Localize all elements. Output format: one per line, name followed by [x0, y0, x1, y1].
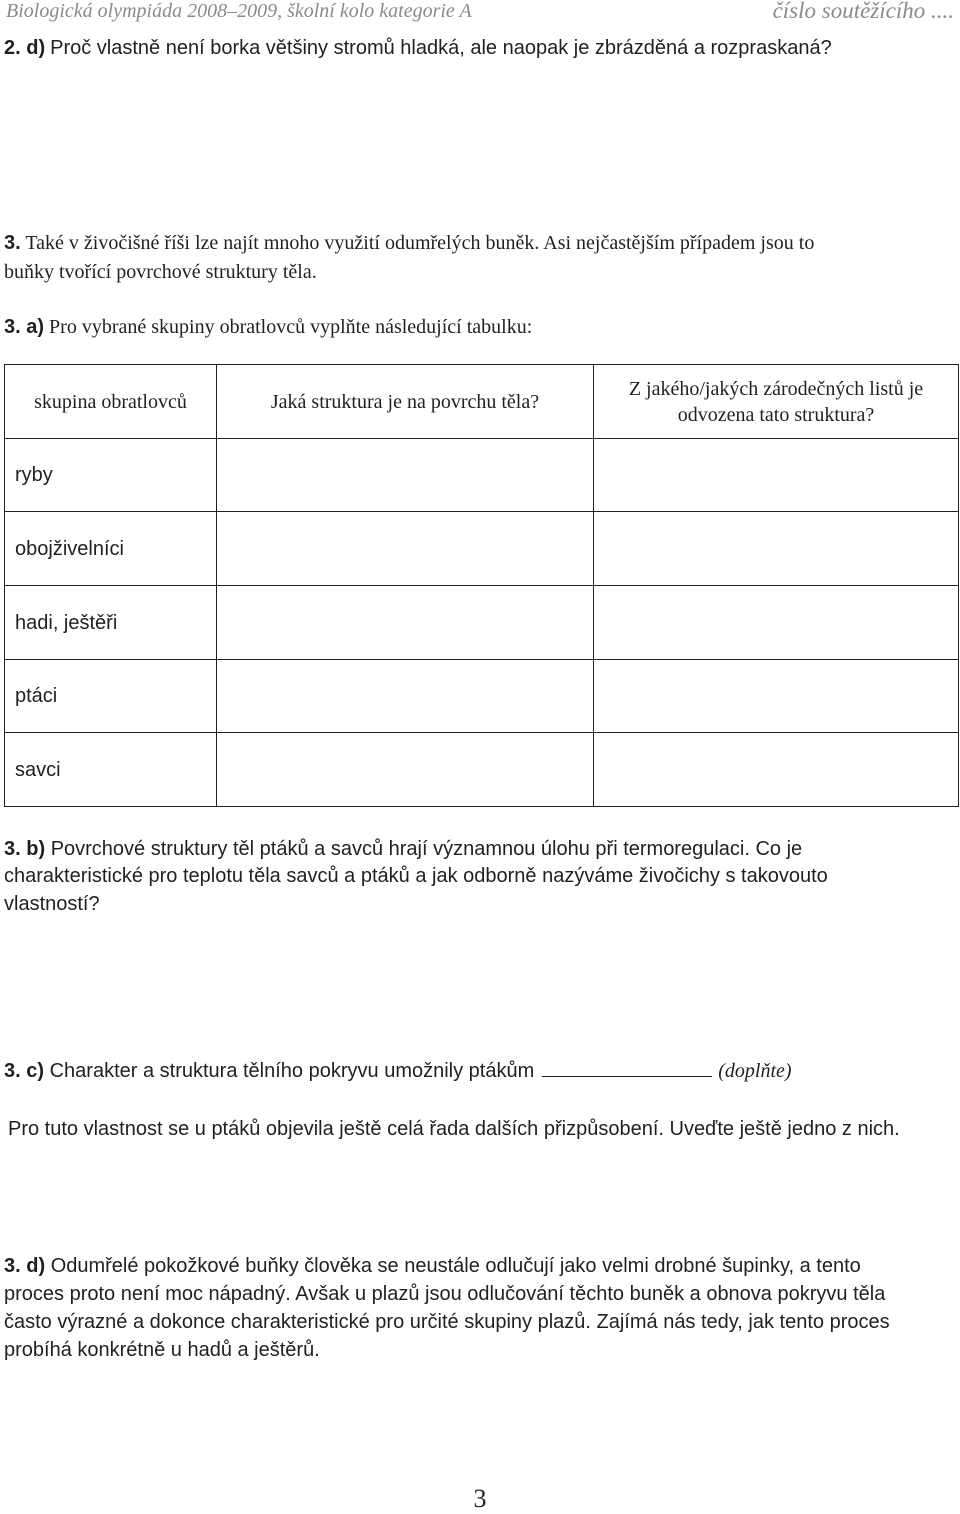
question-3b [4, 835, 802, 863]
answer-cell[interactable] [217, 586, 594, 660]
row-label-amphibians: obojživelníci [5, 512, 217, 586]
question-text: Proč vlastně není borka většiny stromů hladká, ale naopak je zbrázděná a rozpraskaná? [50, 37, 832, 59]
col-header-group: skupina obratlovců [5, 365, 217, 439]
answer-cell[interactable] [594, 439, 959, 512]
question-text-line2: charakteristické pro teplotu těla savců a ptáků a jak odborně nazýváme živočichy s takovouto [4, 865, 828, 887]
question-3c [4, 1057, 792, 1085]
question-text-line2: buňky tvořící povrchové struktury těla. [4, 261, 317, 283]
question-3d [4, 1252, 861, 1280]
question-text: Pro vybrané skupiny obratlovců vyplňte následující tabulku: [49, 316, 533, 338]
question-text-line2: proces proto není moc nápadný. Avšak u plazů jsou odlučování těchto buněk a obnova pokryvu těla [4, 1283, 886, 1305]
question-text: Charakter a struktura tělního pokryvu umožnily ptákům [49, 1060, 535, 1082]
answer-cell[interactable] [594, 660, 959, 733]
fill-hint: (doplňte) [718, 1060, 792, 1082]
contestant-number: číslo soutěžícího .... [772, 0, 954, 23]
question-text-line1: Odumřelé pokožkové buňky člověka se neustále odlučují jako velmi drobné šupinky, a tento [50, 1255, 861, 1277]
question-text-line3: často výrazné a dokonce charakteristické pro určité skupiny plazů. Zajímá nás tedy, jak tento proces [4, 1311, 890, 1333]
table-row [5, 512, 959, 586]
table-row [5, 586, 959, 660]
row-label-mammals: savci [5, 733, 217, 807]
table-row [5, 439, 959, 512]
question-2d [4, 34, 832, 62]
question-text-line3: vlastností? [4, 893, 100, 915]
row-label-fish: ryby [5, 439, 217, 512]
answer-cell[interactable] [594, 512, 959, 586]
question-text-line1: Povrchové struktury těl ptáků a savců hrají významnou úlohu při termoregulaci. Co je [50, 838, 803, 860]
vertebrate-table [4, 364, 959, 807]
answer-cell[interactable] [217, 733, 594, 807]
answer-cell[interactable] [217, 512, 594, 586]
question-3c-followup: Pro tuto vlastnost se u ptáků objevila ještě celá řada dalších přizpůsobení. Uveďte ještě jedno z nich. [8, 1118, 900, 1140]
page-number: 3 [473, 1484, 487, 1513]
header-title: Biologická olympiáda 2008–2009, školní kolo kategorie A [6, 0, 472, 22]
table-row [5, 733, 959, 807]
fill-in-blank[interactable] [542, 1058, 712, 1077]
table-row [5, 660, 959, 733]
question-label: 2. d) [4, 37, 46, 59]
answer-cell[interactable] [217, 660, 594, 733]
col-header-germ-layer: Z jakého/jakých zárodečných listů je odvozena tato struktura? [594, 365, 959, 439]
question-3a [4, 313, 532, 341]
question-text-line4: probíhá konkrétně u hadů a ještěrů. [4, 1339, 320, 1361]
question-label: 3. [4, 232, 21, 254]
question-3 [4, 229, 814, 257]
question-label: 3. d) [4, 1255, 46, 1277]
question-text-line1: Také v živočišné říši lze najít mnoho využití odumřelých buněk. Asi nejčastějším případem jsou to [25, 232, 815, 254]
col-header-structure: Jaká struktura je na povrchu těla? [217, 365, 594, 439]
answer-cell[interactable] [217, 439, 594, 512]
question-label: 3. c) [4, 1060, 45, 1082]
answer-cell[interactable] [594, 733, 959, 807]
row-label-birds: ptáci [5, 660, 217, 733]
question-label: 3. a) [4, 316, 45, 338]
answer-cell[interactable] [594, 586, 959, 660]
question-label: 3. b) [4, 838, 46, 860]
row-label-snakes-lizards: hadi, ještěři [5, 586, 217, 660]
table-header-row [5, 365, 959, 439]
